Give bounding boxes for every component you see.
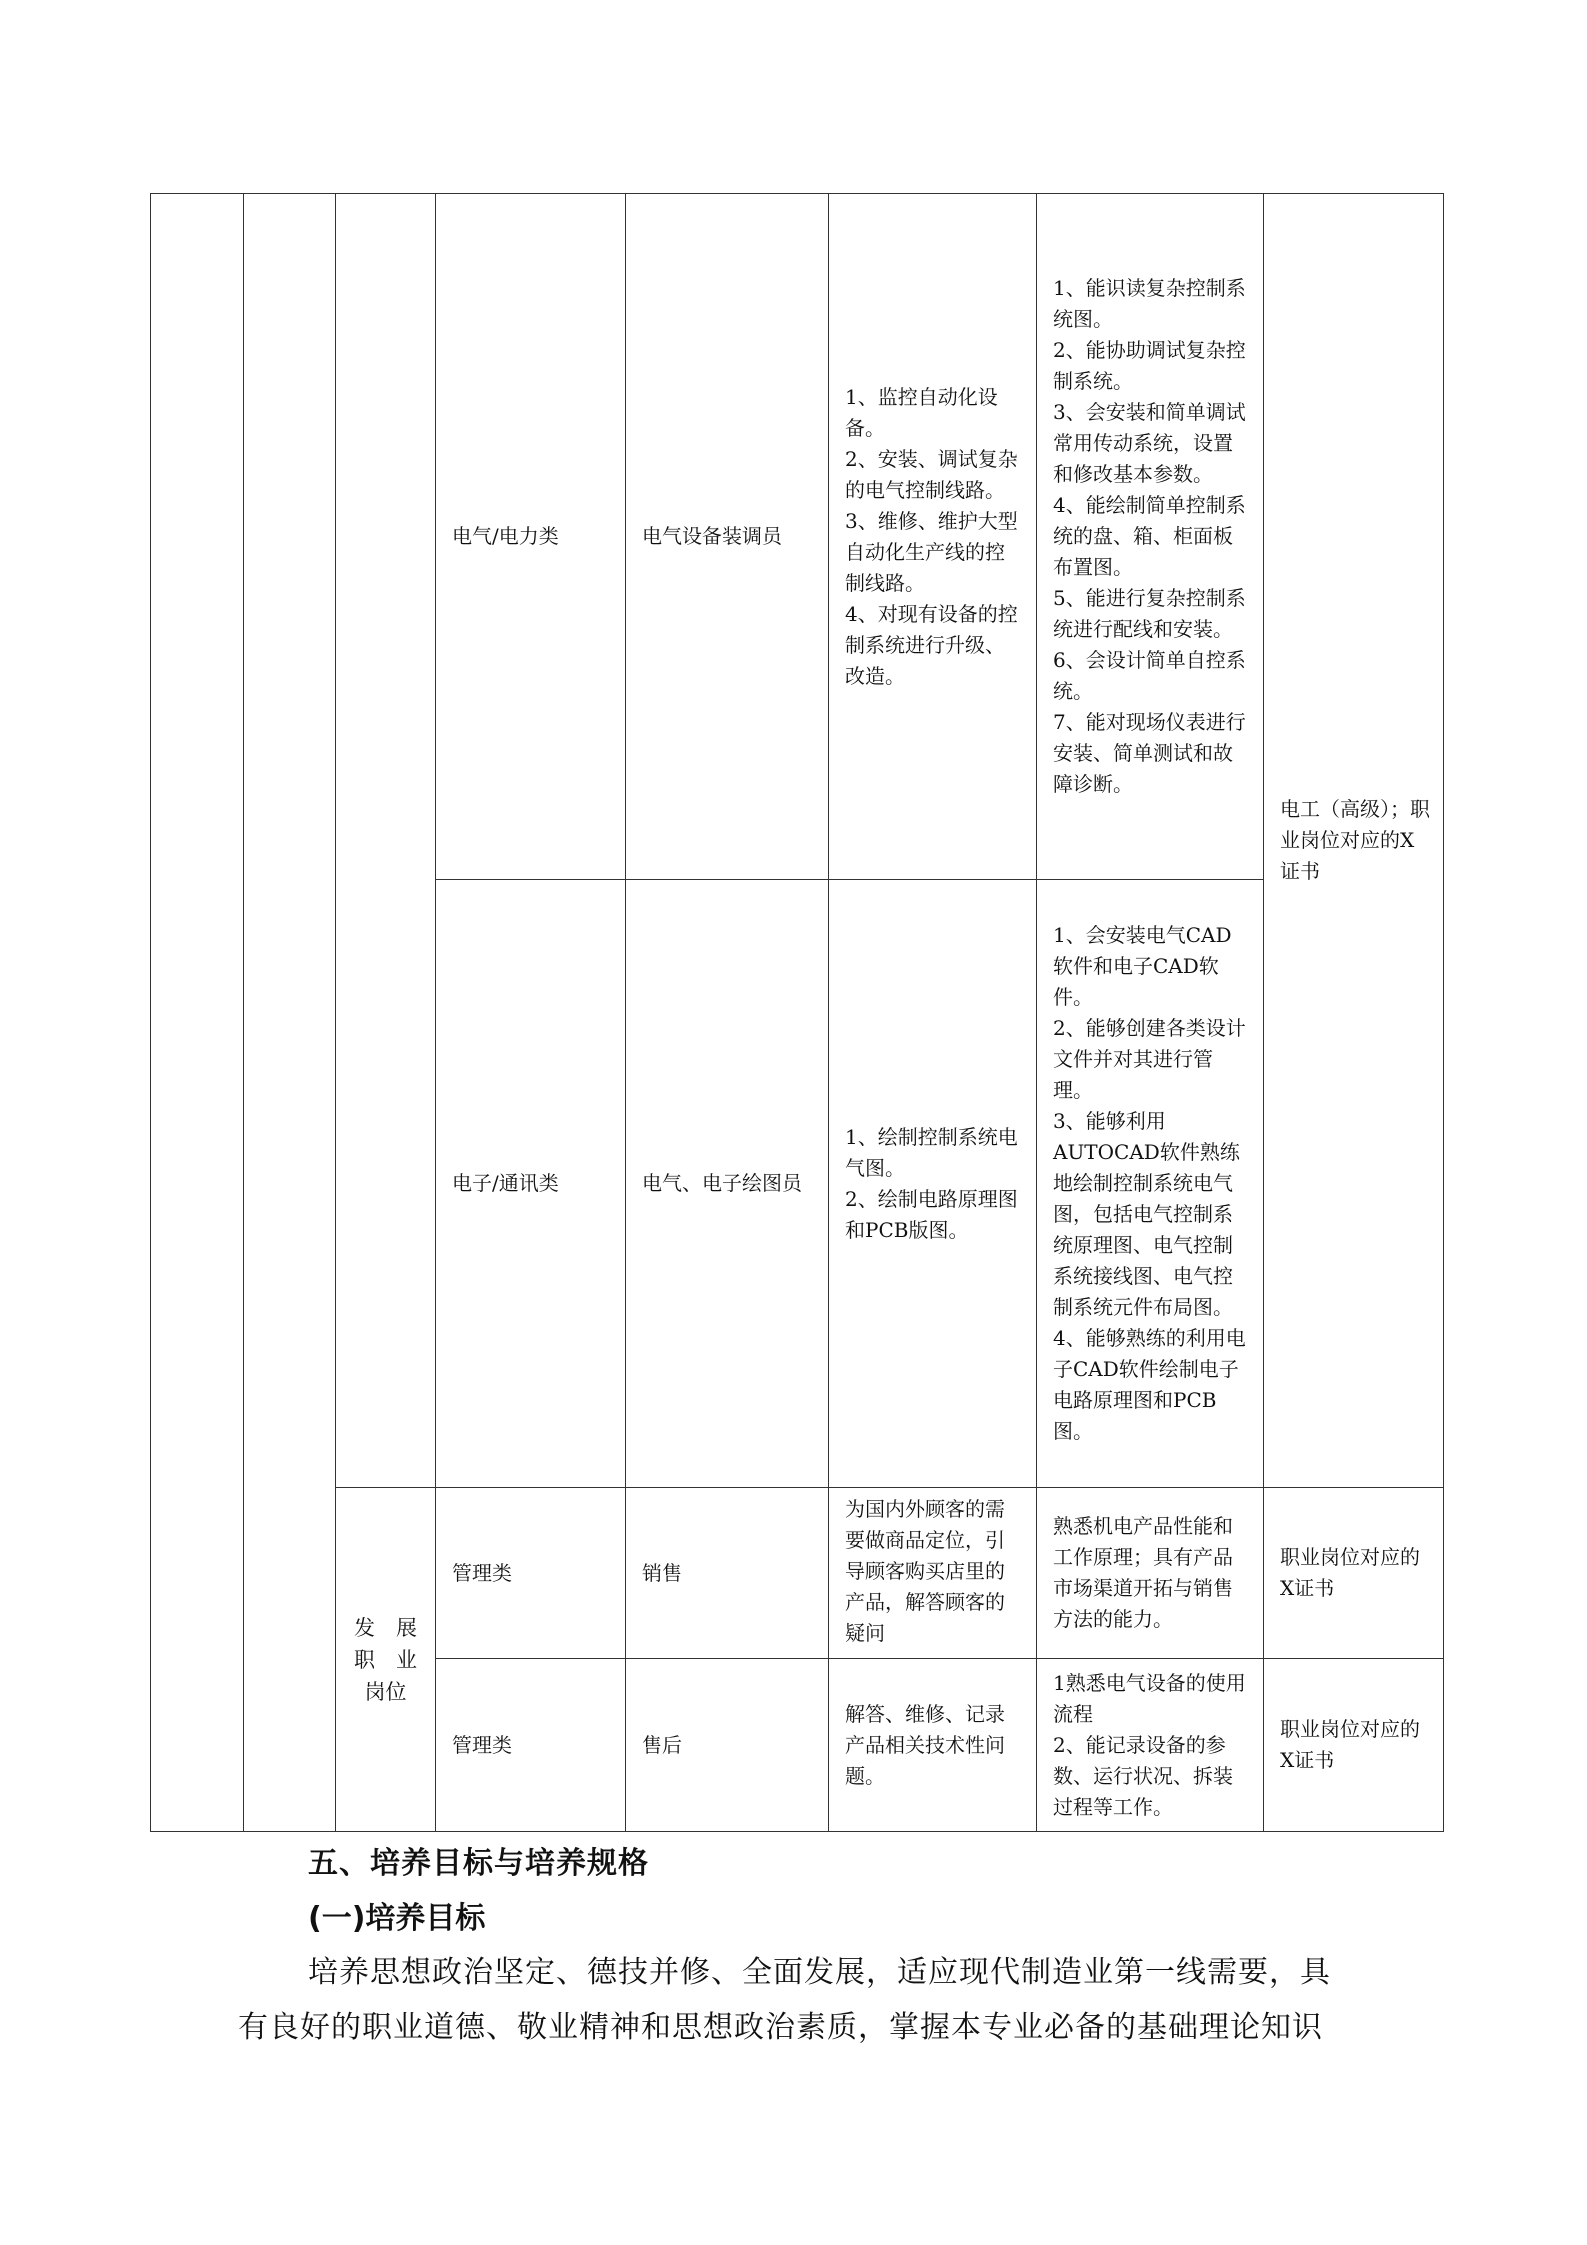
job-category-cell: 电子/通讯类 — [436, 880, 626, 1488]
job-position-table — [150, 193, 1444, 1832]
table-row — [151, 1488, 1444, 1659]
certificate-cell: 职业岗位对应的X证书 — [1264, 1659, 1444, 1832]
body-paragraph: 培养思想政治坚定、德技并修、全面发展，适应现代制造业第一线需要，具有良好的职业道德、敬业精神和思想政治素质，掌握本专业必备的基础理论知识 — [238, 1955, 1331, 2045]
job-position-cell: 售后 — [626, 1659, 829, 1832]
job-abilities-cell: 1、会安装电气CAD软件和电子CAD软件。 2、能够创建各类设计文件并对其进行管理。 3、能够利用AUTOCAD软件熟练地绘制控制系统电气图，包括电气控制系统原理图、电气控制系统接线图、电气控制系统元件布局图。 4、能够熟练的利用电子CAD软件绘制电子电路原理图和PCB图。 — [1037, 880, 1264, 1488]
job-tasks-cell: 1、监控自动化设备。 2、安装、调试复杂的电气控制线路。 3、维修、维护大型自动化生产线的控制线路。 4、对现有设备的控制系统进行升级、改造。 — [829, 194, 1037, 880]
table-cell-blank-3 — [336, 194, 436, 1488]
table-cell-blank-2 — [244, 194, 336, 1832]
certificate-cell: 职业岗位对应的X证书 — [1264, 1488, 1444, 1659]
job-position-cell: 电气设备装调员 — [626, 194, 829, 880]
table-cell-blank-1 — [151, 194, 244, 1832]
job-position-cell: 电气、电子绘图员 — [626, 880, 829, 1488]
job-abilities-cell: 1、能识读复杂控制系统图。 2、能协助调试复杂控制系统。 3、会安装和简单调试常用传动系统，设置和修改基本参数。 4、能绘制简单控制系统的盘、箱、柜面板布置图。 5、能进行复杂控制系统进行配线和安装。 6、会设计简单自控系统。 7、能对现场仪表进行安装、简单测试和故障诊断。 — [1037, 194, 1264, 880]
job-abilities-cell: 1熟悉电气设备的使用流程 2、能记录设备的参数、运行状况、拆装过程等工作。 — [1037, 1659, 1264, 1832]
job-tasks-cell: 解答、维修、记录产品相关技术性问题。 — [829, 1659, 1037, 1832]
job-category-cell: 管理类 — [436, 1488, 626, 1659]
certificate-cell: 电工（高级）；职业岗位对应的X证书 — [1264, 194, 1444, 1488]
job-category-cell: 电气/电力类 — [436, 194, 626, 880]
job-tasks-cell: 1、绘制控制系统电气图。 2、绘制电路原理图和PCB版图。 — [829, 880, 1037, 1488]
section-heading: 五、培养目标与培养规格 — [308, 1846, 649, 1881]
job-category-cell: 管理类 — [436, 1659, 626, 1832]
job-tasks-cell: 为国内外顾客的需要做商品定位，引导顾客购买店里的产品，解答顾客的疑问 — [829, 1488, 1037, 1659]
job-abilities-cell: 熟悉机电产品性能和工作原理；具有产品市场渠道开拓与销售方法的能力。 — [1037, 1488, 1264, 1659]
development-position-label: 发 展 职 业 岗位 — [336, 1488, 436, 1832]
table-row — [151, 194, 1444, 880]
job-position-cell: 销售 — [626, 1488, 829, 1659]
section-subheading: (一)培养目标 — [308, 1901, 486, 1936]
